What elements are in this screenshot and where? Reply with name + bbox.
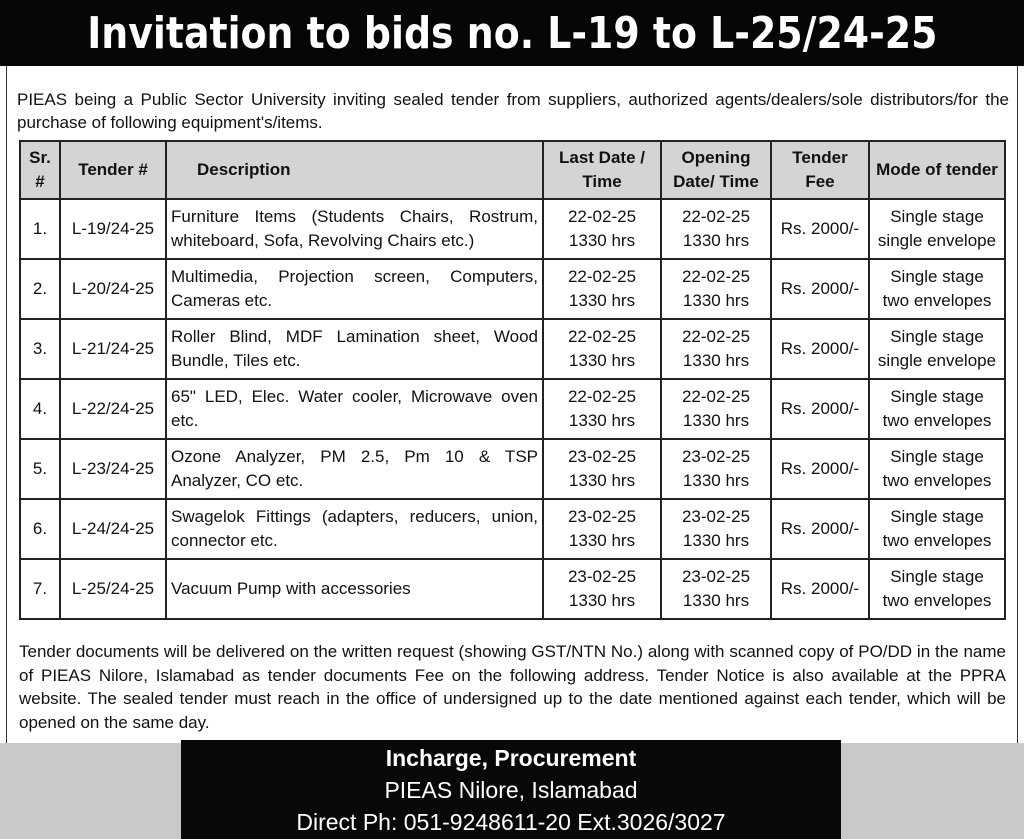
cell-mode: [869, 199, 1005, 259]
table-row: [20, 199, 1005, 259]
cell-mode-text: single envelope: [877, 351, 997, 370]
cell-mode-text: two envelopes: [882, 471, 992, 490]
cell-tender-text: L-21/24-25: [71, 339, 155, 358]
header-fee: Tender Fee: [771, 141, 869, 199]
cell-fee-text: Rs. 2000/-: [780, 279, 860, 298]
cell-tender: [60, 439, 166, 499]
cell-description-text: 65" LED, Elec. Water cooler, Microwave oven etc.: [171, 387, 538, 430]
cell-last-date-text: 23-02-25: [567, 447, 637, 466]
cell-opening-date-text: 23-02-25: [681, 447, 751, 466]
cell-last-date-text: 1330 hrs: [568, 291, 636, 310]
cell-tender: [60, 319, 166, 379]
cell-last-date-text: 1330 hrs: [568, 471, 636, 490]
cell-sr: [20, 379, 60, 439]
cell-fee: [771, 379, 869, 439]
contact-block: [181, 740, 841, 839]
cell-description-text: Roller Blind, MDF Lamination sheet, Wood Bundle, Tiles etc.: [171, 327, 538, 370]
cell-last-date: [543, 379, 661, 439]
header-mode: Mode of tender: [869, 141, 1005, 199]
cell-tender-text: L-22/24-25: [71, 399, 155, 418]
cell-opening-date-text: 1330 hrs: [682, 531, 750, 550]
cell-last-date-text: 1330 hrs: [568, 591, 636, 610]
cell-opening-date-text: 1330 hrs: [682, 291, 750, 310]
cell-sr-text: 5.: [32, 459, 48, 478]
cell-fee-text: Rs. 2000/-: [780, 219, 860, 238]
cell-opening-date-text: 1330 hrs: [682, 351, 750, 370]
cell-description: [166, 259, 543, 319]
cell-sr-text: 1.: [32, 219, 48, 238]
cell-mode: [869, 559, 1005, 619]
table-header: [20, 141, 1005, 199]
header-opening-date: Opening Date/ Time: [661, 141, 771, 199]
cell-mode-text: Single stage: [890, 207, 984, 226]
cell-opening-date: [661, 199, 771, 259]
cell-last-date-text: 22-02-25: [567, 387, 637, 406]
cell-tender: [60, 559, 166, 619]
cell-sr-text: 2.: [32, 279, 48, 298]
cell-mode-text: two envelopes: [882, 291, 992, 310]
cell-sr-text: 4.: [32, 399, 48, 418]
cell-mode-text: Single stage: [890, 327, 984, 346]
cell-last-date-text: 23-02-25: [567, 507, 637, 526]
cell-mode-text: Single stage: [890, 567, 984, 586]
cell-last-date-text: 1330 hrs: [568, 411, 636, 430]
cell-fee: [771, 439, 869, 499]
cell-sr: [20, 499, 60, 559]
cell-description-text: Vacuum Pump with accessories: [171, 579, 411, 598]
cell-sr-text: 6.: [32, 519, 48, 538]
cell-tender: [60, 379, 166, 439]
intro-paragraph: PIEAS being a Public Sector University inviting sealed tender from suppliers, authorized agents/dealers/sole distributors/for the purchase of following equipment's/items.: [17, 90, 1009, 132]
cell-last-date: [543, 439, 661, 499]
cell-sr: [20, 199, 60, 259]
cell-last-date: [543, 559, 661, 619]
cell-fee-text: Rs. 2000/-: [780, 579, 860, 598]
cell-last-date: [543, 259, 661, 319]
cell-last-date: [543, 319, 661, 379]
cell-mode-text: Single stage: [890, 447, 984, 466]
cell-last-date-text: 22-02-25: [567, 207, 637, 226]
cell-opening-date: [661, 439, 771, 499]
cell-tender-text: L-19/24-25: [71, 219, 155, 238]
cell-tender-text: L-23/24-25: [71, 459, 155, 478]
header-last-date: Last Date / Time: [543, 141, 661, 199]
cell-opening-date: [661, 559, 771, 619]
cell-tender: [60, 499, 166, 559]
cell-description: [166, 559, 543, 619]
header-sr: Sr. #: [20, 141, 60, 199]
cell-tender: [60, 259, 166, 319]
cell-sr: [20, 439, 60, 499]
cell-mode-text: two envelopes: [882, 591, 992, 610]
table-row: [20, 379, 1005, 439]
notice-title: Invitation to bids no. L-19 to L-25/24-25: [86, 7, 938, 59]
cell-fee-text: Rs. 2000/-: [780, 339, 860, 358]
cell-description: [166, 379, 543, 439]
contact-office: Incharge, Procurement: [385, 745, 637, 771]
cell-tender: [60, 199, 166, 259]
table-row: [20, 319, 1005, 379]
contact-phone: Direct Ph: 051-9248611-20 Ext.3026/3027: [296, 809, 726, 835]
cell-opening-date-text: 23-02-25: [681, 567, 751, 586]
cell-tender-text: L-25/24-25: [71, 579, 155, 598]
cell-fee-text: Rs. 2000/-: [780, 519, 860, 538]
cell-description: [166, 499, 543, 559]
cell-fee: [771, 319, 869, 379]
cell-sr: [20, 259, 60, 319]
cell-last-date-text: 22-02-25: [567, 267, 637, 286]
cell-tender-text: L-20/24-25: [71, 279, 155, 298]
cell-fee-text: Rs. 2000/-: [780, 459, 860, 478]
instructions-paragraph: Tender documents will be delivered on the written request (showing GST/NTN No.) along with scanned copy of PO/DD in the name of PIEAS Nilore, Islamabad as tender documents Fee on the following address. Tender Notice is also available at the PPRA website. The sealed tender must reach in the office of undersigned up to the date mentioned against each tender, which will be opened on the same day.: [19, 642, 1006, 732]
cell-description-text: Multimedia, Projection screen, Computers, Cameras etc.: [171, 267, 538, 310]
cell-mode-text: two envelopes: [882, 531, 992, 550]
cell-fee: [771, 499, 869, 559]
cell-tender-text: L-24/24-25: [71, 519, 155, 538]
cell-opening-date-text: 23-02-25: [681, 507, 751, 526]
cell-mode-text: Single stage: [890, 267, 984, 286]
cell-sr: [20, 319, 60, 379]
cell-last-date-text: 23-02-25: [567, 567, 637, 586]
title-banner: [0, 0, 1024, 66]
cell-opening-date-text: 22-02-25: [681, 327, 751, 346]
cell-description: [166, 199, 543, 259]
cell-opening-date: [661, 379, 771, 439]
cell-opening-date-text: 22-02-25: [681, 207, 751, 226]
cell-opening-date-text: 1330 hrs: [682, 591, 750, 610]
cell-mode-text: Single stage: [890, 387, 984, 406]
cell-mode-text: two envelopes: [882, 411, 992, 430]
cell-mode-text: single envelope: [877, 231, 997, 250]
table-row: [20, 439, 1005, 499]
cell-last-date: [543, 499, 661, 559]
cell-description-text: Swagelok Fittings (adapters, reducers, union, connector etc.: [171, 507, 538, 550]
table-row: [20, 499, 1005, 559]
cell-description-text: Furniture Items (Students Chairs, Rostrum, whiteboard, Sofa, Revolving Chairs etc.): [171, 207, 538, 250]
header-tender: Tender #: [60, 141, 166, 199]
contact-place: PIEAS Nilore, Islamabad: [384, 777, 638, 803]
cell-mode: [869, 439, 1005, 499]
cell-mode-text: Single stage: [890, 507, 984, 526]
cell-mode: [869, 499, 1005, 559]
cell-last-date-text: 1330 hrs: [568, 231, 636, 250]
cell-opening-date: [661, 259, 771, 319]
cell-opening-date-text: 22-02-25: [681, 387, 751, 406]
cell-description: [166, 439, 543, 499]
cell-last-date-text: 1330 hrs: [568, 531, 636, 550]
table-row: [20, 559, 1005, 619]
cell-description: [166, 319, 543, 379]
cell-opening-date-text: 1330 hrs: [682, 471, 750, 490]
cell-opening-date-text: 22-02-25: [681, 267, 751, 286]
cell-fee-text: Rs. 2000/-: [780, 399, 860, 418]
cell-last-date-text: 22-02-25: [567, 327, 637, 346]
cell-last-date-text: 1330 hrs: [568, 351, 636, 370]
cell-sr: [20, 559, 60, 619]
cell-opening-date: [661, 319, 771, 379]
cell-sr-text: 3.: [32, 339, 48, 358]
tenders-table: [19, 140, 1006, 620]
cell-fee: [771, 199, 869, 259]
cell-mode: [869, 379, 1005, 439]
cell-description-text: Ozone Analyzer, PM 2.5, Pm 10 & TSP Analyzer, CO etc.: [171, 447, 538, 490]
cell-sr-text: 7.: [32, 579, 48, 598]
cell-opening-date-text: 1330 hrs: [682, 411, 750, 430]
cell-mode: [869, 259, 1005, 319]
cell-mode: [869, 319, 1005, 379]
cell-fee: [771, 259, 869, 319]
table-row: [20, 259, 1005, 319]
cell-opening-date-text: 1330 hrs: [682, 231, 750, 250]
table-body: [20, 199, 1005, 619]
cell-opening-date: [661, 499, 771, 559]
cell-last-date: [543, 199, 661, 259]
cell-fee: [771, 559, 869, 619]
header-description: Description: [166, 141, 543, 199]
